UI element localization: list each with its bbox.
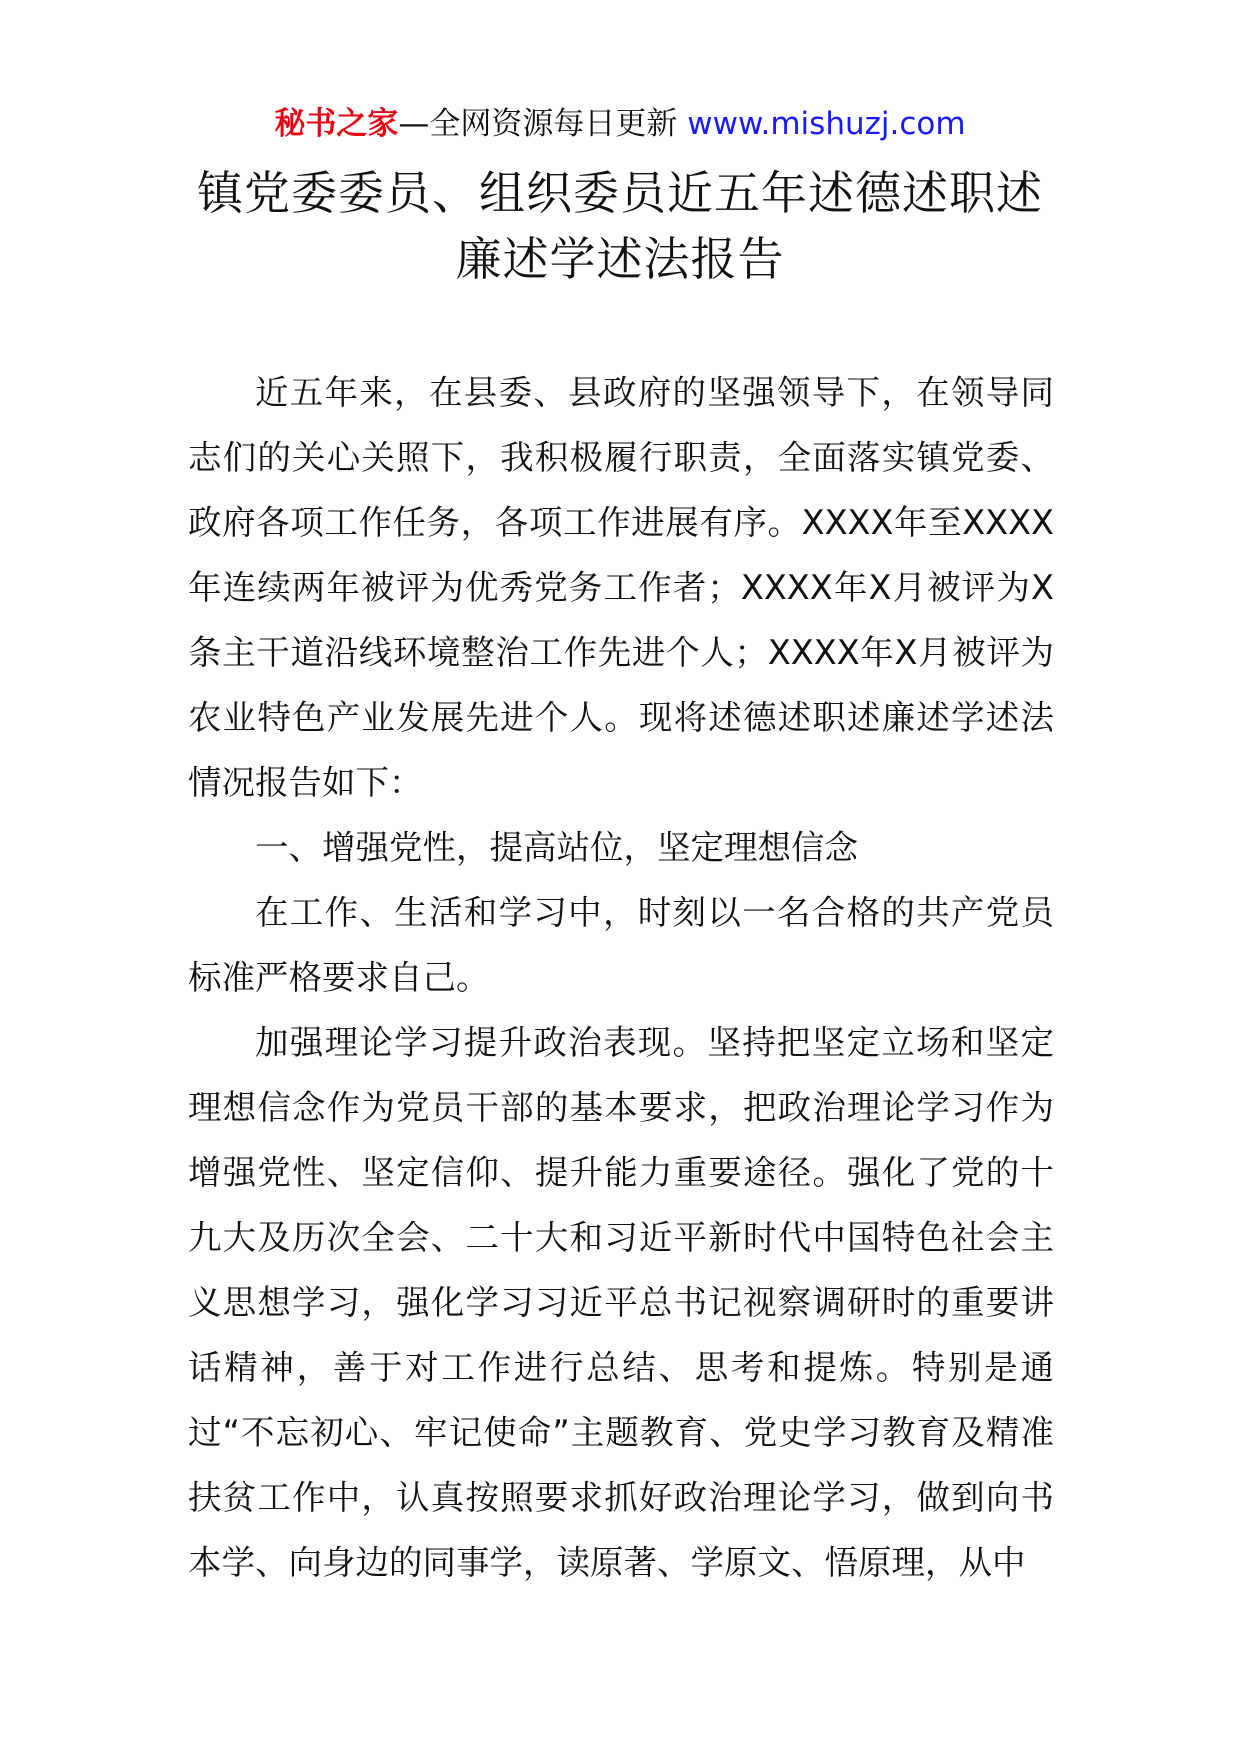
title-line-1: 镇党委委员、组织委员近五年述德述职述 [197,166,1043,220]
document-title [150,160,1090,292]
paragraph-2: 在工作、生活和学习中，时刻以一名合格的共产党员标准严格要求自己。 [188,893,1054,997]
document-body [188,360,1054,1595]
title-line-2: 廉述学述法报告 [455,232,785,286]
site-watermark-header [0,102,1240,146]
paragraph-3: 加强理论学习提升政治表现。坚持把坚定立场和坚定理想信念作为党员干部的基本要求，把政治理论学习作为增强党性、坚定信仰、提升能力重要途径。强化了党的十九大及历次全会、二十大和习近平新时代中国特色社会主义思想学习，强化学习习近平总书记视察调研时的重要讲话精神，善于对工作进行总结、思考和提炼。特别是通过“不忘初心、牢记使命”主题教育、党史学习教育及精准扶贫工作中，认真按照要求抓好政治理论学习，做到向书本学、向身边的同事学，读原著、学原文、悟原理，从中 [188,1023,1054,1582]
header-slogan: —全网资源每日更新 [398,106,688,142]
section-heading-1: 一、增强党性，提高站位，坚定理想信念 [255,828,858,867]
brand-name: 秘书之家 [274,106,399,142]
site-url: www.mishuzj.com [687,106,966,142]
paragraph-intro: 近五年来，在县委、县政府的坚强领导下，在领导同志们的关心关照下，我积极履行职责，全面落实镇党委、政府各项工作任务，各项工作进展有序。XXXX年至XXXX年连续两年被评为优秀党务工作者；XXXX年X月被评为X条主干道沿线环境整治工作先进个人；XXXX年X月被评为农业特色产业发展先进个人。现将述德述职述廉述学述法情况报告如下： [188,373,1054,802]
